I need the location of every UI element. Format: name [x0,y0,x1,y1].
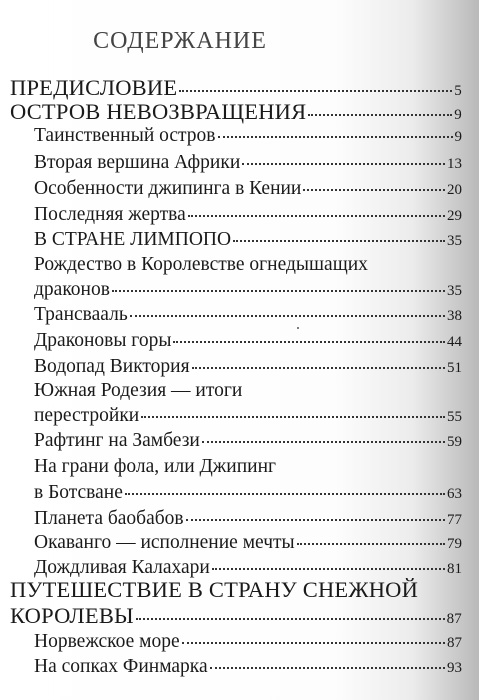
toc-entry-title: Окаванго — исполнение мечты [34,532,295,553]
leader-dots [212,568,445,570]
toc-page-number: 77 [447,512,462,528]
toc-entry-second-peak[interactable] [0,152,462,174]
toc-entry-finnmark[interactable] [0,656,462,678]
toc-entry-last-victim[interactable] [0,204,462,226]
leader-dots [188,215,445,217]
toc-entry-title: Рафтинг на Замбези [34,430,200,451]
toc-entry-title: Вторая вершина Африки [34,152,241,173]
toc-page-number: 13 [447,156,462,172]
toc-entry-title: Трансвааль [34,304,128,325]
leader-dots [186,519,445,521]
toc-page-number: 55 [447,409,462,425]
leader-dots [210,667,445,669]
leader-dots [303,189,445,191]
toc-page-number: 5 [454,83,462,99]
toc-page-number: 20 [447,182,462,198]
toc-entry-victoria-falls[interactable] [0,356,462,378]
toc-entry-christmas-dragons[interactable] [0,279,462,301]
leader-dots [308,114,452,116]
toc-entry-limpopo[interactable] [0,229,462,251]
toc-entry-drakensberg[interactable] [0,330,462,352]
toc-page-number: 59 [447,434,462,450]
toc-entry-mysterious-island[interactable] [0,125,462,147]
page-title: СОДЕРЖАНИЕ [93,28,267,54]
toc-entry-norwegian-sea[interactable] [0,631,462,653]
toc-entry-botswana[interactable] [0,482,462,504]
toc-entry-island[interactable] [0,99,462,125]
toc-entry-title: Норвежское море [34,631,180,652]
leader-dots [112,290,445,292]
toc-entry-title: Последняя жертва [34,204,186,225]
toc-page-number: 35 [447,283,462,299]
leader-dots [130,315,445,317]
toc-page-number: 93 [447,660,462,676]
toc-entry-title: В СТРАНЕ ЛИМПОПО [34,229,232,250]
toc-entry-line: На грани фола, или Джипинг [34,456,277,477]
leader-dots [173,341,445,343]
toc-entry-title: Водопад Виктория [34,356,190,377]
leader-dots [141,416,445,418]
toc-entry-title: в Ботсване [34,482,123,503]
toc-entry-title: Дождливая Калахари [34,557,210,578]
leader-dots [192,367,445,369]
toc-page-number: 87 [447,635,462,651]
leader-dots [233,240,445,242]
toc-entry-line: Рождество в Королевстве огнедышащих [34,254,368,275]
toc-entry-line: ПУТЕШЕСТВИЕ В СТРАНУ СНЕЖНОЙ [10,577,419,602]
toc-entry-title: Особенности джипинга в Кении [34,178,302,199]
toc-entry-title: перестройки [34,405,140,426]
toc-page-number: 29 [447,208,462,224]
toc-entry-title: драконов [34,279,110,300]
leader-dots [297,543,445,545]
leader-dots [179,90,452,92]
toc-page-number: 63 [447,486,462,502]
toc-entry-title: Планета баобабов [34,508,184,529]
toc-page-number: 38 [447,308,462,324]
toc-entry-title: Таинственный остров [34,125,216,146]
toc-entry-snow-queen[interactable] [0,603,462,629]
leader-dots [182,642,445,644]
toc-entry-okavango[interactable] [0,532,462,554]
toc-entry-preface[interactable] [0,75,462,101]
toc-page-number: 35 [447,233,462,249]
toc-page-number: 51 [447,360,462,376]
leader-dots [125,493,445,495]
toc-entry-transvaal[interactable] [0,304,462,326]
toc-entry-line: Южная Родезия — итоги [34,380,243,401]
toc-page-number: 9 [454,129,462,145]
toc-entry-title: Драконовы горы [34,330,172,351]
toc-page-number: 79 [447,536,462,552]
toc-page-number: 87 [446,611,462,627]
toc-entry-zambezi-rafting[interactable] [0,430,462,452]
leader-dots [202,441,445,443]
toc-entry-title: ПРЕДИСЛОВИЕ [10,75,178,100]
leader-dots [242,163,445,165]
toc-page-number: 44 [447,334,462,350]
print-speck [297,327,299,329]
toc-page-number: 9 [454,107,462,123]
toc-page-number: 81 [447,561,462,577]
toc-entry-baobab-planet[interactable] [0,508,462,530]
toc-entry-title: ОСТРОВ НЕВОЗВРАЩЕНИЯ [10,99,307,124]
leader-dots [218,136,453,138]
leader-dots [136,618,445,620]
toc-entry-kenya-jeeping[interactable] [0,178,462,200]
toc-entry-rhodesia[interactable] [0,405,462,427]
toc-entry-title: На сопках Финмарка [34,656,208,677]
toc-entry-title: КОРОЛЕВЫ [10,603,134,628]
toc-entry-kalahari[interactable] [0,557,462,579]
